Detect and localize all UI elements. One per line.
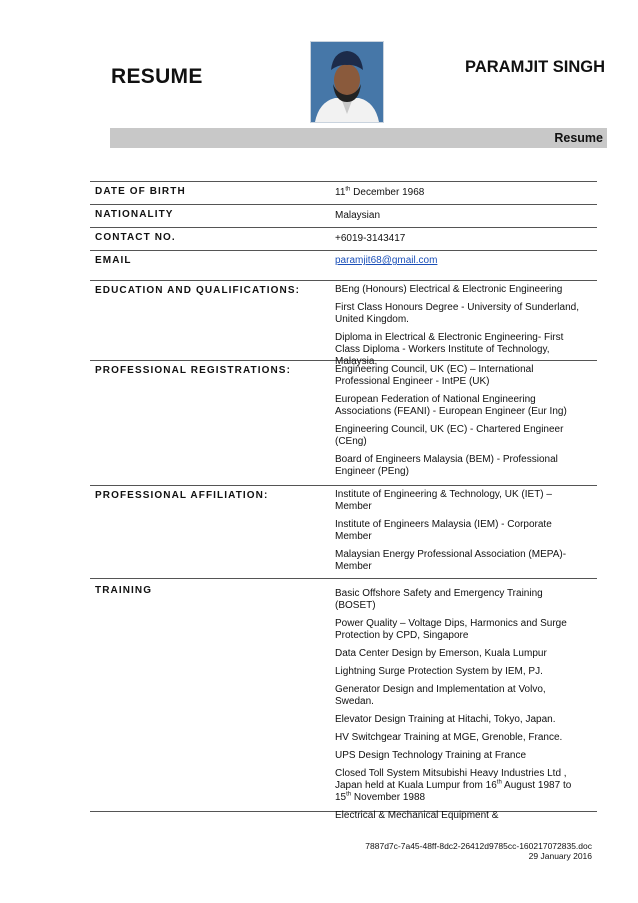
training-item: Lightning Surge Protection System by IEM, PJ. — [335, 666, 543, 677]
contact-value: +6019-3143417 — [335, 233, 406, 244]
row-nationality — [90, 204, 597, 227]
row-date-of-birth — [90, 181, 597, 204]
education-label: EDUCATION AND QUALIFICATIONS: — [95, 285, 301, 296]
affiliation-item: Malaysian Energy Professional Association (MEPA)- Member — [335, 549, 567, 572]
row-training — [90, 578, 597, 821]
row-contact — [90, 227, 597, 250]
dob-month-year: December 1968 — [350, 187, 425, 198]
training-item-toll-system: Closed Toll System Mitsubishi Heavy Industries Ltd , Japan held at Kuala Lumpur from 16th August 1987 to 15th November 1988 — [335, 768, 572, 803]
education-list — [335, 281, 597, 367]
email-label: EMAIL — [95, 255, 132, 266]
training-item: UPS Design Technology Training at France — [335, 750, 527, 761]
candidate-name: PARAMJIT SINGH — [465, 58, 605, 76]
dob-suffix: th — [345, 186, 351, 193]
registration-item: Engineering Council, UK (EC) - Chartered Engineer (CEng) — [335, 424, 564, 447]
dob-value — [335, 182, 597, 204]
affiliation-item: Institute of Engineering & Technology, UK (IET) – Member — [335, 489, 552, 512]
profile-photo — [310, 41, 384, 123]
nationality-value: Malaysian — [335, 210, 381, 221]
email-link[interactable]: paramjit68@gmail.com — [335, 255, 438, 266]
section-banner — [110, 128, 607, 148]
registration-item: European Federation of National Engineering Associations (FEANI) - European Engineer (Eur Ing) — [335, 394, 567, 417]
portrait-image — [311, 42, 383, 122]
document-footer — [365, 841, 592, 861]
dob-label: DATE OF BIRTH — [95, 186, 186, 197]
banner-label: Resume — [554, 131, 603, 145]
education-item: First Class Honours Degree - University of Sunderland, United Kingdom. — [335, 302, 579, 325]
resume-table — [90, 181, 597, 821]
affiliation-label: PROFESSIONAL AFFILIATION: — [95, 490, 269, 501]
training-item: HV Switchgear Training at MGE, Grenoble, France. — [335, 732, 563, 743]
affiliation-list — [335, 486, 597, 578]
training-list — [335, 579, 597, 821]
training-item: Elevator Design Training at Hitachi, Tokyo, Japan. — [335, 714, 556, 725]
footer-filename: 7887d7c-7a45-48ff-8dc2-26412d9785cc-160217072835.doc — [365, 841, 592, 851]
contact-label: CONTACT NO. — [95, 232, 176, 243]
training-item: Power Quality – Voltage Dips, Harmonics and Surge Protection by CPD, Singapore — [335, 618, 567, 641]
education-item: BEng (Honours) Electrical & Electronic Engineering — [335, 284, 563, 295]
row-registrations — [90, 360, 597, 485]
training-item: Generator Design and Implementation at Volvo, Swedan. — [335, 684, 546, 707]
registrations-label: PROFESSIONAL REGISTRATIONS: — [95, 365, 292, 376]
education-item: Diploma in Electrical & Electronic Engineering- First Class Diploma - Workers Institute of Technology, Malaysia. — [335, 332, 564, 367]
registration-item: Engineering Council, UK (EC) – International Professional Engineer - IntPE (UK) — [335, 364, 534, 387]
registration-item: Board of Engineers Malaysia (BEM) - Professional Engineer (PEng) — [335, 454, 558, 477]
row-affiliation — [90, 485, 597, 578]
footer-date: 29 January 2016 — [528, 851, 592, 861]
row-email — [90, 250, 597, 280]
training-item: Data Center Design by Emerson, Kuala Lumpur — [335, 648, 547, 659]
nationality-label: NATIONALITY — [95, 209, 174, 220]
dob-day: 11 — [335, 187, 346, 198]
row-education — [90, 280, 597, 367]
registrations-list — [335, 361, 597, 485]
training-item: Electrical & Mechanical Equipment & — [335, 810, 499, 821]
training-item: Basic Offshore Safety and Emergency Training (BOSET) — [335, 588, 543, 611]
resume-title: RESUME — [111, 65, 203, 88]
affiliation-item: Institute of Engineers Malaysia (IEM) - Corporate Member — [335, 519, 552, 542]
training-label: TRAINING — [95, 585, 153, 596]
